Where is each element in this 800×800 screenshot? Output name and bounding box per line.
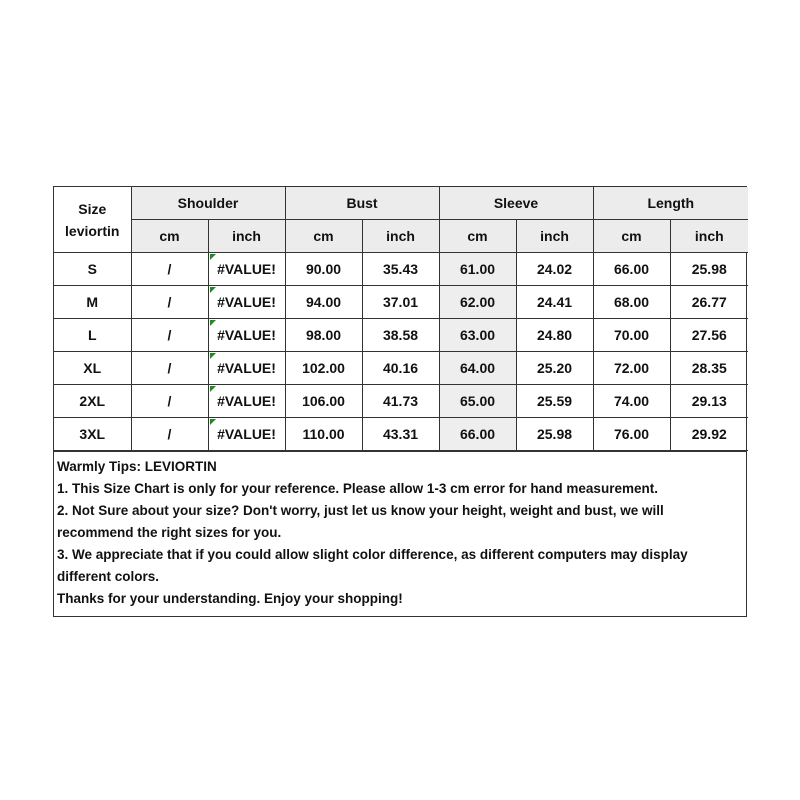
shoulder-inch-cell: #VALUE! bbox=[208, 253, 285, 286]
shoulder-inch-cell: #VALUE! bbox=[208, 319, 285, 352]
bust-cm-cell: 106.00 bbox=[285, 385, 362, 418]
size-cell: S bbox=[54, 253, 131, 286]
sleeve-inch-cell: 24.41 bbox=[516, 286, 593, 319]
unit-header: inch bbox=[670, 220, 748, 253]
length-inch-cell: 29.92 bbox=[670, 418, 748, 451]
sleeve-cm-cell: 66.00 bbox=[439, 418, 516, 451]
bust-inch-cell: 38.58 bbox=[362, 319, 439, 352]
bust-cm-cell: 102.00 bbox=[285, 352, 362, 385]
size-cell: 3XL bbox=[54, 418, 131, 451]
table-row bbox=[54, 253, 748, 286]
sleeve-inch-cell: 25.98 bbox=[516, 418, 593, 451]
length-cm-cell: 66.00 bbox=[593, 253, 670, 286]
bust-inch-cell: 41.73 bbox=[362, 385, 439, 418]
length-cm-cell: 76.00 bbox=[593, 418, 670, 451]
size-cell: XL bbox=[54, 352, 131, 385]
sleeve-inch-cell: 24.80 bbox=[516, 319, 593, 352]
unit-header: cm bbox=[131, 220, 208, 253]
sleeve-inch-cell: 25.59 bbox=[516, 385, 593, 418]
length-inch-cell: 29.13 bbox=[670, 385, 748, 418]
unit-header: cm bbox=[285, 220, 362, 253]
tips-title: Warmly Tips: LEVIORTIN bbox=[57, 459, 217, 474]
shoulder-inch-cell: #VALUE! bbox=[208, 385, 285, 418]
size-cell: M bbox=[54, 286, 131, 319]
bust-cm-cell: 98.00 bbox=[285, 319, 362, 352]
unit-header: inch bbox=[208, 220, 285, 253]
length-inch-cell: 27.56 bbox=[670, 319, 748, 352]
shoulder-inch-cell: #VALUE! bbox=[208, 418, 285, 451]
size-header bbox=[54, 187, 131, 253]
shoulder-inch-cell: #VALUE! bbox=[208, 286, 285, 319]
header-row-groups bbox=[54, 187, 748, 220]
tips-section bbox=[54, 451, 746, 616]
size-header-line2: leviortin bbox=[65, 222, 120, 239]
table-row bbox=[54, 319, 748, 352]
size-table bbox=[54, 187, 748, 451]
header-row-units bbox=[54, 220, 748, 253]
length-inch-cell: 25.98 bbox=[670, 253, 748, 286]
shoulder-cm-cell: / bbox=[131, 253, 208, 286]
bust-inch-cell: 43.31 bbox=[362, 418, 439, 451]
group-header-sleeve: Sleeve bbox=[439, 187, 593, 220]
table-row bbox=[54, 352, 748, 385]
tips-closing: Thanks for your understanding. Enjoy your shopping! bbox=[57, 591, 403, 606]
length-cm-cell: 74.00 bbox=[593, 385, 670, 418]
bust-inch-cell: 40.16 bbox=[362, 352, 439, 385]
unit-header: inch bbox=[516, 220, 593, 253]
unit-header: inch bbox=[362, 220, 439, 253]
sleeve-inch-cell: 24.02 bbox=[516, 253, 593, 286]
bust-inch-cell: 35.43 bbox=[362, 253, 439, 286]
sleeve-cm-cell: 64.00 bbox=[439, 352, 516, 385]
sleeve-cm-cell: 62.00 bbox=[439, 286, 516, 319]
length-cm-cell: 68.00 bbox=[593, 286, 670, 319]
shoulder-cm-cell: / bbox=[131, 418, 208, 451]
sleeve-inch-cell: 25.20 bbox=[516, 352, 593, 385]
shoulder-cm-cell: / bbox=[131, 286, 208, 319]
size-chart bbox=[53, 186, 747, 617]
unit-header: cm bbox=[439, 220, 516, 253]
sleeve-cm-cell: 63.00 bbox=[439, 319, 516, 352]
tips-line: 3. We appreciate that if you could allow slight color difference, as different computers may display different colors. bbox=[57, 547, 688, 584]
size-cell: L bbox=[54, 319, 131, 352]
sleeve-cm-cell: 65.00 bbox=[439, 385, 516, 418]
size-cell: 2XL bbox=[54, 385, 131, 418]
table-row bbox=[54, 418, 748, 451]
bust-cm-cell: 110.00 bbox=[285, 418, 362, 451]
length-cm-cell: 72.00 bbox=[593, 352, 670, 385]
shoulder-cm-cell: / bbox=[131, 385, 208, 418]
tips-line: 1. This Size Chart is only for your reference. Please allow 1-3 cm error for hand measurement. bbox=[57, 481, 658, 496]
size-header-line1: Size bbox=[78, 200, 107, 217]
shoulder-inch-cell: #VALUE! bbox=[208, 352, 285, 385]
group-header-shoulder: Shoulder bbox=[131, 187, 285, 220]
bust-cm-cell: 90.00 bbox=[285, 253, 362, 286]
bust-inch-cell: 37.01 bbox=[362, 286, 439, 319]
table-row bbox=[54, 286, 748, 319]
sleeve-cm-cell: 61.00 bbox=[439, 253, 516, 286]
unit-header: cm bbox=[593, 220, 670, 253]
shoulder-cm-cell: / bbox=[131, 319, 208, 352]
shoulder-cm-cell: / bbox=[131, 352, 208, 385]
length-inch-cell: 28.35 bbox=[670, 352, 748, 385]
table-row bbox=[54, 385, 748, 418]
length-cm-cell: 70.00 bbox=[593, 319, 670, 352]
group-header-length: Length bbox=[593, 187, 748, 220]
tips-line: 2. Not Sure about your size? Don't worry, just let us know your height, weight and bust, we will recommend the right sizes for you. bbox=[57, 503, 664, 540]
length-inch-cell: 26.77 bbox=[670, 286, 748, 319]
bust-cm-cell: 94.00 bbox=[285, 286, 362, 319]
group-header-bust: Bust bbox=[285, 187, 439, 220]
